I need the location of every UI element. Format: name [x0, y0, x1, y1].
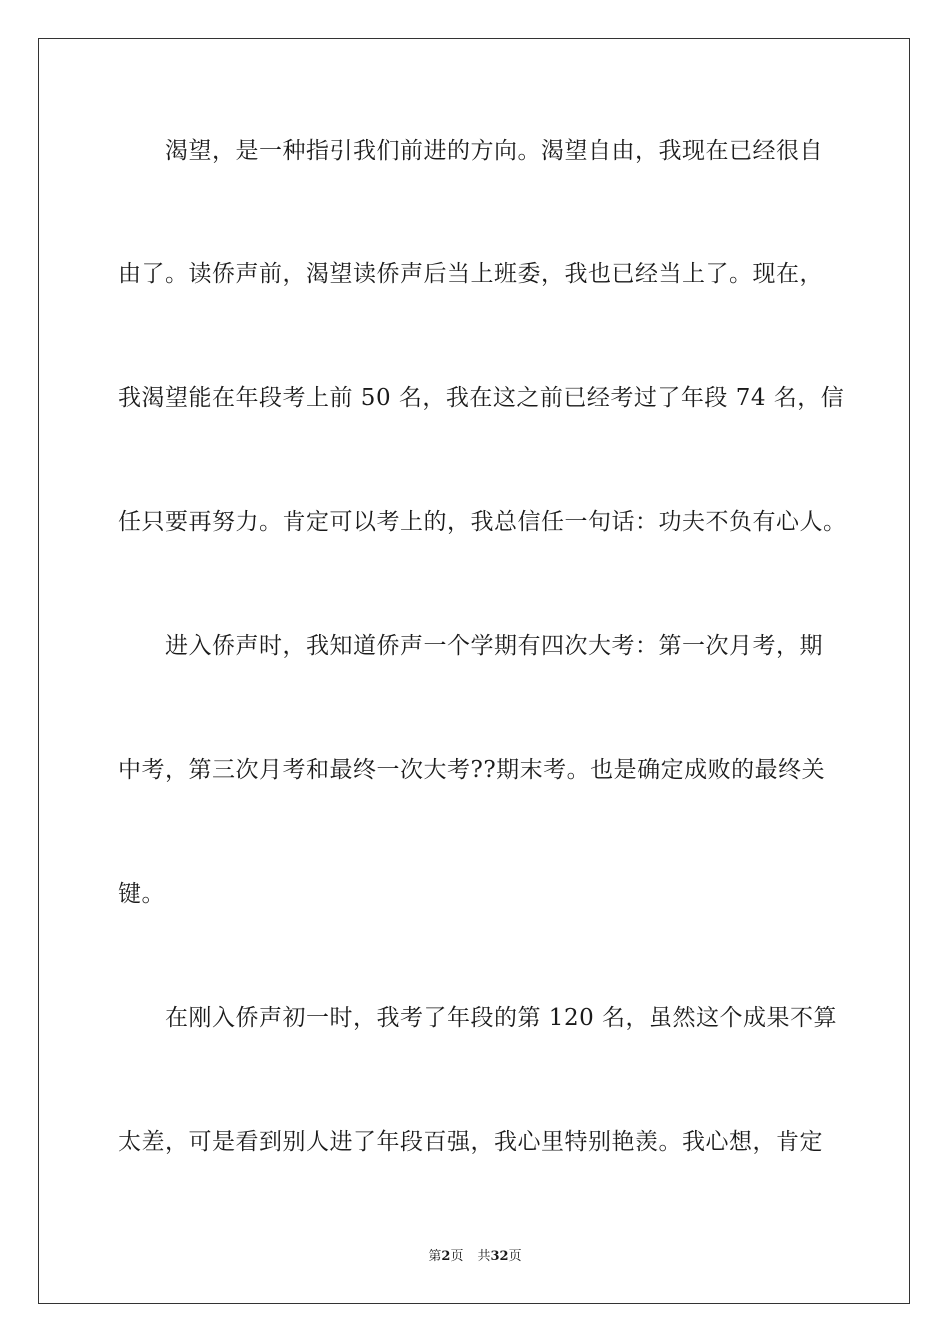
body-line-7: 键。 — [118, 881, 165, 907]
footer-page-prefix: 第 — [428, 1249, 442, 1264]
body-line-5: 进入侨声时，我知道侨声一个学期有四次大考：第一次月考，期 — [165, 633, 823, 659]
footer-page-number: 2 — [441, 1249, 451, 1264]
body-line-3: 我渴望能在年段考上前 50 名，我在这之前已经考过了年段 74 名，信 — [118, 385, 845, 411]
footer-total-suffix: 页 — [508, 1249, 522, 1264]
page-frame — [38, 38, 910, 1304]
body-line-9: 太差，可是看到别人进了年段百强，我心里特别艳羡。我心想，肯定 — [118, 1129, 823, 1155]
body-line-1: 渴望，是一种指引我们前进的方向。渴望自由，我现在已经很自 — [165, 138, 823, 164]
body-line-2: 由了。读侨声前，渴望读侨声后当上班委，我也已经当上了。现在， — [118, 261, 823, 287]
body-line-8: 在刚入侨声初一时，我考了年段的第 120 名，虽然这个成果不算 — [165, 1005, 838, 1031]
footer-total-number: 32 — [490, 1249, 509, 1264]
footer-page-suffix: 页 — [450, 1249, 464, 1264]
footer-total-prefix: 共 — [477, 1249, 491, 1264]
body-line-6: 中考，第三次月考和最终一次大考??期末考。也是确定成败的最终关 — [118, 757, 826, 783]
page-footer — [0, 1248, 950, 1266]
body-line-4: 任只要再努力。肯定可以考上的，我总信任一句话：功夫不负有心人。 — [118, 509, 847, 535]
